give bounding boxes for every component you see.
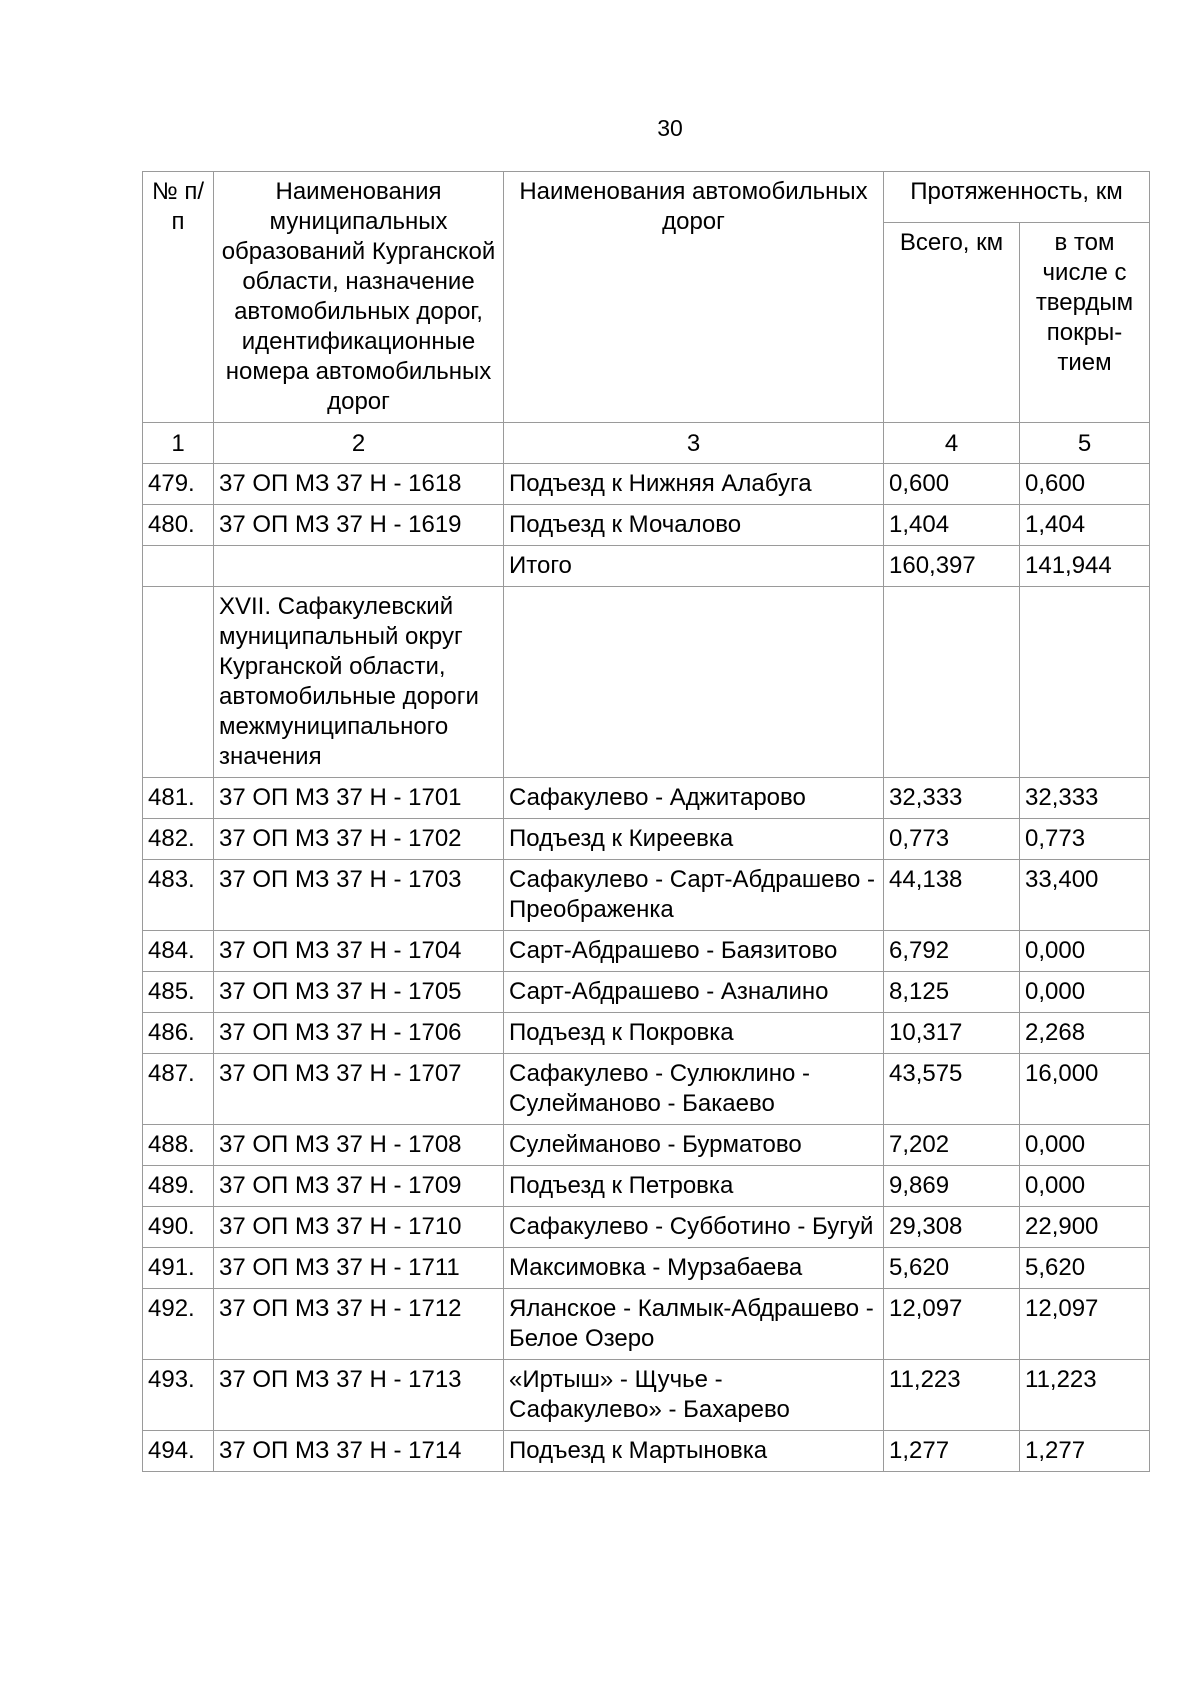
length-total: 0,600 xyxy=(884,464,1020,505)
row-number: 483. xyxy=(143,860,214,931)
table-row xyxy=(143,1248,1150,1289)
road-name: Сафакулево - Сулюклино - Сулейманово - Бакаево xyxy=(504,1054,884,1125)
table-row xyxy=(143,860,1150,931)
length-hard-surface: 0,000 xyxy=(1020,1166,1150,1207)
road-name: Сарт-Абдрашево - Азналино xyxy=(504,972,884,1013)
road-identifier: 37 ОП МЗ 37 Н - 1706 xyxy=(214,1013,504,1054)
road-identifier: 37 ОП МЗ 37 Н - 1712 xyxy=(214,1289,504,1360)
length-total: 160,397 xyxy=(884,546,1020,587)
header-total: Всего, км xyxy=(884,222,1020,422)
road-name: Подъезд к Покровка xyxy=(504,1013,884,1054)
road-name: Итого xyxy=(504,546,884,587)
length-hard-surface: 16,000 xyxy=(1020,1054,1150,1125)
roads-table xyxy=(142,171,1150,1472)
row-number: 479. xyxy=(143,464,214,505)
row-number: 491. xyxy=(143,1248,214,1289)
column-number: 4 xyxy=(884,423,1020,464)
road-identifier: 37 ОП МЗ 37 Н - 1701 xyxy=(214,778,504,819)
length-hard-surface: 0,000 xyxy=(1020,972,1150,1013)
road-identifier: 37 ОП МЗ 37 Н - 1713 xyxy=(214,1360,504,1431)
road-name: Максимовка - Мурзабаева xyxy=(504,1248,884,1289)
column-number: 1 xyxy=(143,423,214,464)
header-hard: в том числе с твердым покры-тием xyxy=(1020,222,1150,422)
road-identifier: 37 ОП МЗ 37 Н - 1703 xyxy=(214,860,504,931)
road-name: Подъезд к Киреевка xyxy=(504,819,884,860)
table-row xyxy=(143,1013,1150,1054)
length-total: 12,097 xyxy=(884,1289,1020,1360)
road-identifier: 37 ОП МЗ 37 Н - 1618 xyxy=(214,464,504,505)
row-number: 486. xyxy=(143,1013,214,1054)
header-no: № п/п xyxy=(143,172,214,423)
length-total: 11,223 xyxy=(884,1360,1020,1431)
row-number: 480. xyxy=(143,505,214,546)
row-number: 493. xyxy=(143,1360,214,1431)
length-hard-surface: 1,404 xyxy=(1020,505,1150,546)
table-row xyxy=(143,778,1150,819)
road-name: Яланское - Калмык-Абдрашево - Белое Озеро xyxy=(504,1289,884,1360)
length-total xyxy=(884,587,1020,778)
road-name: «Иртыш» - Щучье - Сафакулево» - Бахарево xyxy=(504,1360,884,1431)
column-number: 2 xyxy=(214,423,504,464)
length-total: 1,404 xyxy=(884,505,1020,546)
road-identifier: 37 ОП МЗ 37 Н - 1707 xyxy=(214,1054,504,1125)
road-name: Подъезд к Нижняя Алабуга xyxy=(504,464,884,505)
row-number: 494. xyxy=(143,1431,214,1472)
row-number: 482. xyxy=(143,819,214,860)
road-identifier: 37 ОП МЗ 37 Н - 1709 xyxy=(214,1166,504,1207)
table-row xyxy=(143,931,1150,972)
road-identifier xyxy=(214,546,504,587)
row-number: 481. xyxy=(143,778,214,819)
road-identifier: 37 ОП МЗ 37 Н - 1705 xyxy=(214,972,504,1013)
row-number: 488. xyxy=(143,1125,214,1166)
road-name: Подъезд к Мочалово xyxy=(504,505,884,546)
table-row xyxy=(143,546,1150,587)
length-total: 5,620 xyxy=(884,1248,1020,1289)
road-name xyxy=(504,587,884,778)
length-total: 10,317 xyxy=(884,1013,1020,1054)
road-name: Подъезд к Мартыновка xyxy=(504,1431,884,1472)
page-number: 30 xyxy=(657,115,683,141)
road-identifier: 37 ОП МЗ 37 Н - 1710 xyxy=(214,1207,504,1248)
table-row xyxy=(143,464,1150,505)
length-total: 6,792 xyxy=(884,931,1020,972)
length-total: 1,277 xyxy=(884,1431,1020,1472)
row-number: 492. xyxy=(143,1289,214,1360)
length-hard-surface: 0,600 xyxy=(1020,464,1150,505)
table-row xyxy=(143,819,1150,860)
table-row xyxy=(143,1166,1150,1207)
table-row xyxy=(143,1207,1150,1248)
road-identifier: 37 ОП МЗ 37 Н - 1702 xyxy=(214,819,504,860)
row-number: 485. xyxy=(143,972,214,1013)
length-hard-surface: 0,773 xyxy=(1020,819,1150,860)
table-row xyxy=(143,1431,1150,1472)
length-hard-surface: 2,268 xyxy=(1020,1013,1150,1054)
length-hard-surface: 5,620 xyxy=(1020,1248,1150,1289)
length-total: 7,202 xyxy=(884,1125,1020,1166)
header-row xyxy=(143,172,1150,223)
header-road-names: Наименования автомобильных дорог xyxy=(504,172,884,423)
road-name: Сулейманово - Бурматово xyxy=(504,1125,884,1166)
road-identifier: 37 ОП МЗ 37 Н - 1714 xyxy=(214,1431,504,1472)
length-total: 9,869 xyxy=(884,1166,1020,1207)
length-hard-surface: 1,277 xyxy=(1020,1431,1150,1472)
road-identifier: 37 ОП МЗ 37 Н - 1704 xyxy=(214,931,504,972)
length-total: 44,138 xyxy=(884,860,1020,931)
header-length: Протяженность, км xyxy=(884,172,1150,223)
header-municipal: Наименования муниципальных образований Курганской области, назначение автомобильных дорог, идентификационные номера автомобильных дорог xyxy=(214,172,504,423)
column-number: 5 xyxy=(1020,423,1150,464)
road-identifier: XVII. Сафакулевский муниципальный округ Курганской области, автомобильные дороги межмуниципального значения xyxy=(214,587,504,778)
row-number: 484. xyxy=(143,931,214,972)
length-hard-surface: 33,400 xyxy=(1020,860,1150,931)
road-identifier: 37 ОП МЗ 37 Н - 1708 xyxy=(214,1125,504,1166)
table-row xyxy=(143,1360,1150,1431)
row-number xyxy=(143,587,214,778)
length-total: 43,575 xyxy=(884,1054,1020,1125)
row-number: 487. xyxy=(143,1054,214,1125)
table-row xyxy=(143,505,1150,546)
length-hard-surface: 22,900 xyxy=(1020,1207,1150,1248)
table-row xyxy=(143,587,1150,778)
length-total: 0,773 xyxy=(884,819,1020,860)
length-total: 29,308 xyxy=(884,1207,1020,1248)
road-identifier: 37 ОП МЗ 37 Н - 1619 xyxy=(214,505,504,546)
table-body xyxy=(143,464,1150,1472)
length-hard-surface: 0,000 xyxy=(1020,931,1150,972)
table-row xyxy=(143,1125,1150,1166)
length-hard-surface: 12,097 xyxy=(1020,1289,1150,1360)
road-name: Подъезд к Петровка xyxy=(504,1166,884,1207)
table-row xyxy=(143,1289,1150,1360)
road-name: Сафакулево - Субботино - Бугуй xyxy=(504,1207,884,1248)
road-name: Сафакулево - Аджитарово xyxy=(504,778,884,819)
column-number: 3 xyxy=(504,423,884,464)
length-hard-surface xyxy=(1020,587,1150,778)
column-numbers-row xyxy=(143,423,1150,464)
row-number xyxy=(143,546,214,587)
length-total: 32,333 xyxy=(884,778,1020,819)
table-row xyxy=(143,972,1150,1013)
row-number: 489. xyxy=(143,1166,214,1207)
road-name: Сафакулево - Сарт-Абдрашево - Преображенка xyxy=(504,860,884,931)
row-number: 490. xyxy=(143,1207,214,1248)
table-row xyxy=(143,1054,1150,1125)
length-hard-surface: 11,223 xyxy=(1020,1360,1150,1431)
length-total: 8,125 xyxy=(884,972,1020,1013)
length-hard-surface: 32,333 xyxy=(1020,778,1150,819)
road-name: Сарт-Абдрашево - Баязитово xyxy=(504,931,884,972)
length-hard-surface: 0,000 xyxy=(1020,1125,1150,1166)
road-identifier: 37 ОП МЗ 37 Н - 1711 xyxy=(214,1248,504,1289)
length-hard-surface: 141,944 xyxy=(1020,546,1150,587)
